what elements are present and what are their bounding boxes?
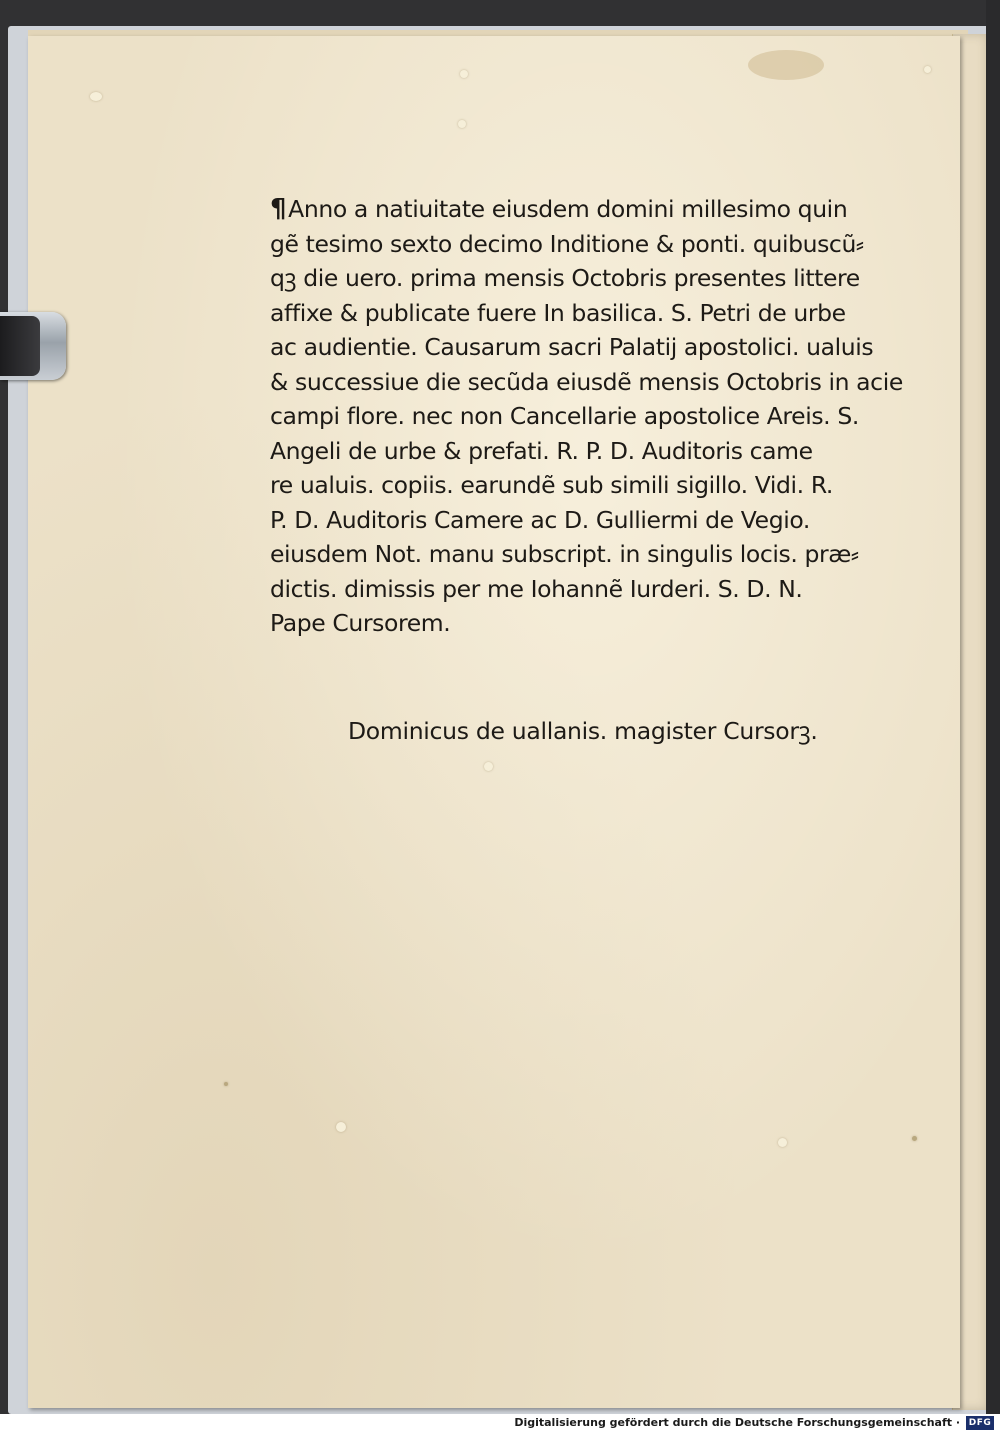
body-text [270,192,903,641]
right-edge-strip [986,0,1000,1414]
text-line: Angeli de urbe & prefati. R. P. D. Auditoris came [270,436,813,465]
text-line: eiusdem Not. manu subscript. in singulis locis. præ⸗ [270,540,859,568]
funding-credit: Digitalisierung gefördert durch die Deutsche Forschungsgemeinschaft · [514,1416,960,1429]
glass-weight-shadow [0,316,40,376]
paper-stain [748,50,824,80]
paper-spot [912,1136,917,1141]
text-line: affixe & publicate fuere In basilica. S. Petri de urbe [270,298,846,327]
text-line: ac audientie. Causarum sacri Palatij apostolici. ualuis [270,333,874,361]
paper-spot [924,66,931,73]
text-line: & successiue die secũda eiusdẽ mensis Octobris in acie [270,367,903,396]
text-line: gẽ tesimo sexto decimo Inditione & ponti. quibuscũ⸗ [270,229,864,258]
paper-spot [90,92,102,101]
show-through-text [328,866,948,1106]
text-line: qꝫ die uero. prima mensis Octobris presentes littere [270,264,860,292]
text-line: Pape Cursorem. [270,609,451,637]
dfg-logo: DFG [966,1416,994,1430]
paper-spot [778,1138,787,1147]
text-line: re ualuis. copiis. earundẽ sub simili sigillo. Vidi. R. [270,471,833,499]
paper-spot [484,762,493,771]
paper-spot [460,70,468,78]
signature-line: Dominicus de uallanis. magister Cursorꝫ. [348,717,818,745]
paper-spot [336,1122,346,1132]
text-line: P. D. Auditoris Camere ac D. Gulliermi de Vegio. [270,505,810,534]
paper-spot [458,120,466,128]
text-line: ¶Anno a natiuitate eiusdem domini millesimo quin [270,192,890,227]
footer-bar [0,1414,1000,1433]
text-line: dictis. dimissis per me Iohannẽ Iurderi. S. D. N. [270,574,803,603]
text-line: campi flore. nec non Cancellarie apostolice Areis. S. [270,402,859,430]
paragraph-mark: ¶ [270,194,287,224]
paper-spot [224,1082,228,1086]
